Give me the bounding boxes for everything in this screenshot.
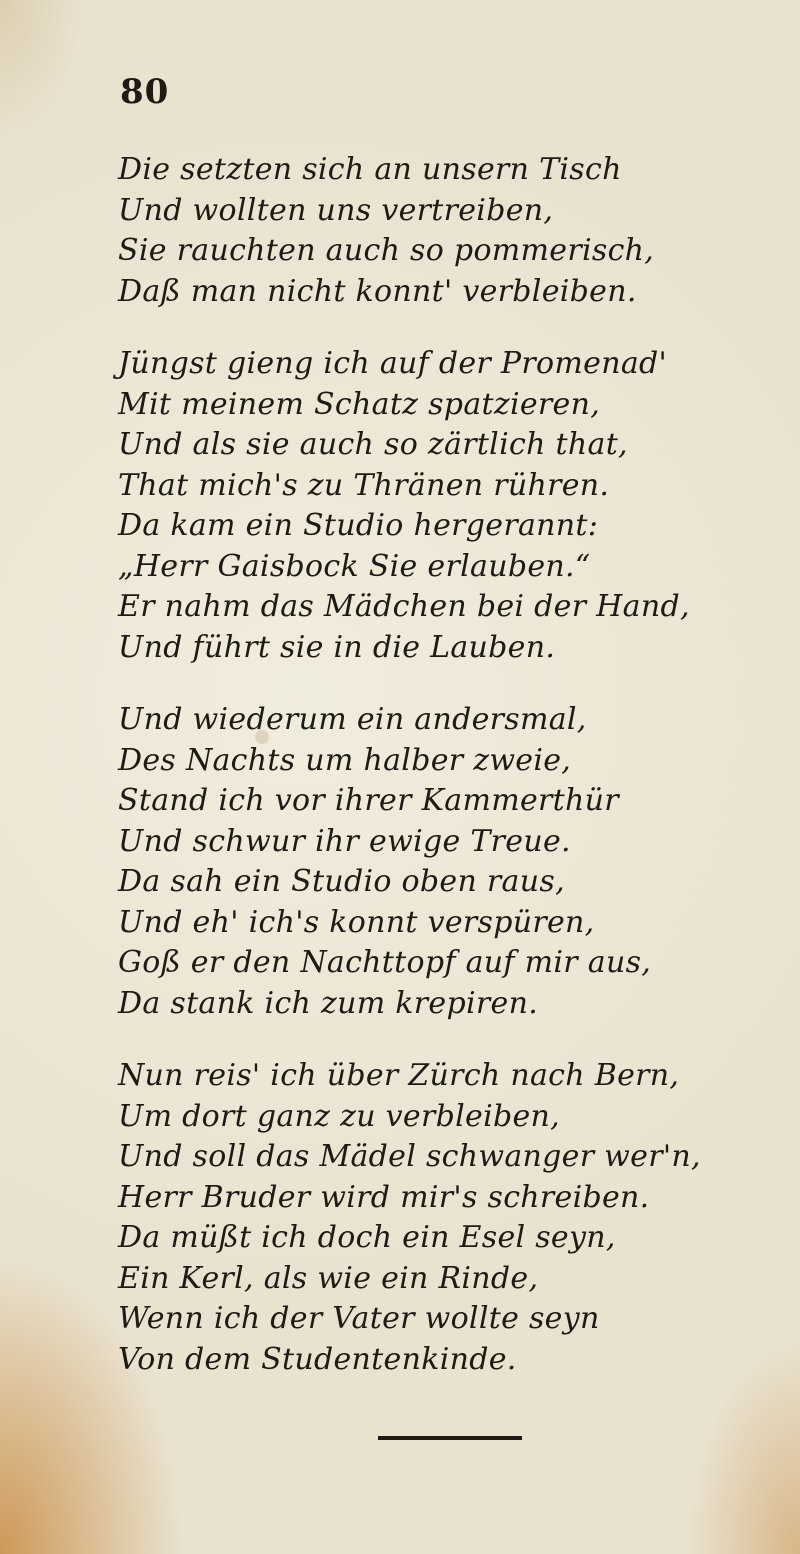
verse-line: Und wiederum ein andersmal, — [118, 702, 587, 737]
verse-line: Und wollten uns vertreiben, — [118, 192, 554, 228]
end-rule — [378, 1436, 522, 1440]
verse-line: Und eh' ich's konnt verspüren, — [118, 904, 595, 940]
verse-line: Um dort ganz zu verbleiben, — [118, 1098, 560, 1134]
verse-line: Und schwur ihr ewige Treue. — [118, 823, 571, 859]
verse-line: Sie rauchten auch so pommerisch, — [118, 233, 655, 268]
verse-line: Jüngst gieng ich auf der Promenad' — [118, 346, 668, 381]
verse-line: Ein Kerl, als wie ein Rinde, — [118, 1260, 539, 1296]
verse-line: Da sah ein Studio oben raus, — [118, 864, 565, 899]
stanza-2 — [118, 344, 758, 668]
verse-line: Mit meinem Schatz spatzieren, — [118, 386, 601, 422]
verse-line: Er nahm das Mädchen bei der Hand, — [118, 589, 690, 624]
verse-line: Herr Bruder wird mir's schreiben. — [118, 1179, 650, 1215]
verse-line: „Herr Gaisbock Sie erlauben.“ — [118, 548, 591, 584]
page-number: 80 — [120, 72, 170, 112]
verse-line: Und führt sie in die Lauben. — [118, 629, 556, 665]
verse-line: Goß er den Nachttopf auf mir aus, — [118, 945, 652, 980]
verse-line: Wenn ich der Vater wollte seyn — [118, 1301, 600, 1336]
stanza-3 — [118, 700, 758, 1024]
verse-line: Und als sie auch so zärtlich that, — [118, 427, 628, 462]
verse-line: Da stank ich zum krepiren. — [118, 985, 539, 1021]
stanza-1 — [118, 150, 758, 312]
verse-line: Und soll das Mädel schwanger wer'n, — [118, 1139, 701, 1174]
verse-line: Da kam ein Studio hergerannt: — [118, 508, 599, 543]
verse-line: Nun reis' ich über Zürch nach Bern, — [118, 1058, 680, 1093]
verse-line: Des Nachts um halber zweie, — [118, 742, 572, 778]
verse-line: Da müßt ich doch ein Esel seyn, — [118, 1220, 616, 1255]
verse-line: Daß man nicht konnt' verbleiben. — [118, 273, 637, 309]
verse-line: Die setzten sich an unsern Tisch — [118, 152, 622, 187]
verse-line: That mich's zu Thränen rühren. — [118, 467, 610, 503]
verse-line: Stand ich vor ihrer Kammerthür — [118, 783, 619, 818]
verse-line: Von dem Studentenkinde. — [118, 1341, 517, 1377]
stanza-4 — [118, 1056, 758, 1380]
poem-text — [118, 150, 758, 1412]
